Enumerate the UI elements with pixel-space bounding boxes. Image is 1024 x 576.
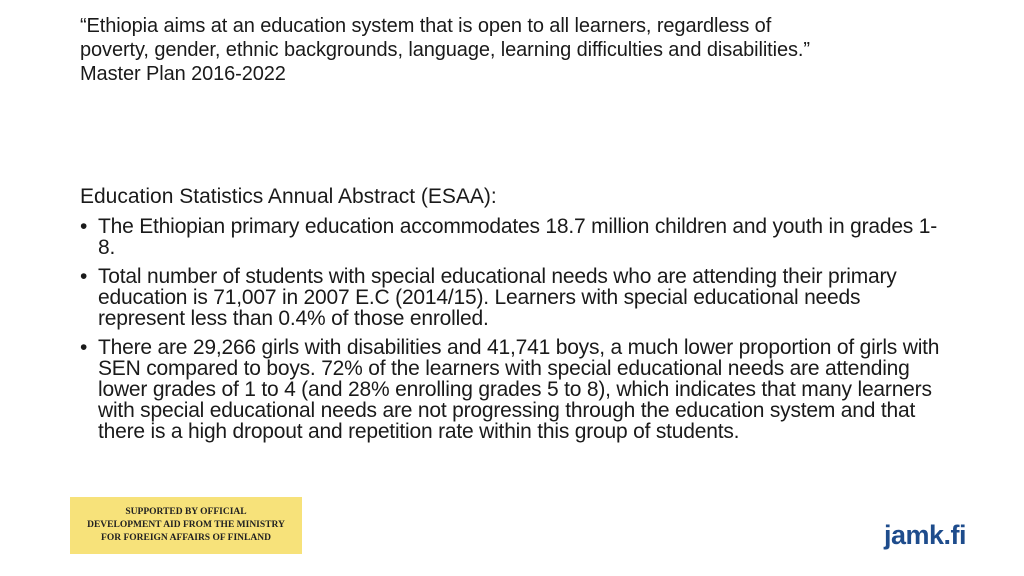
- bullet-item: [80, 266, 950, 329]
- aid-line-3: FOR FOREIGN AFFAIRS OF FINLAND: [101, 533, 271, 543]
- development-aid-badge: [70, 497, 302, 554]
- aid-line-2: DEVELOPMENT AID FROM THE MINISTRY: [87, 520, 285, 530]
- aid-line-1: SUPPORTED BY OFFICIAL: [125, 507, 247, 517]
- bullet-item: [80, 337, 950, 442]
- quote-source: Master Plan 2016-2022: [80, 63, 286, 85]
- bullet-icon: •: [80, 265, 88, 288]
- bullet-item: [80, 216, 950, 258]
- bullet-list: [80, 216, 950, 442]
- section-heading: Education Statistics Annual Abstract (ESAA):: [80, 185, 497, 208]
- bullet-icon: •: [80, 215, 88, 238]
- jamk-logo: jamk.fi: [884, 520, 967, 550]
- bullet-text: There are 29,266 girls with disabilities and 41,741 boys, a much lower proportion of girls with SEN compared to boys. 72% of the learners with special educational needs are attending lower grades of 1 to 4 (and 28% enrolling grades 5 to 8), which indicates that many learners with special educational needs are not progressing through the education system and that there is a high dropout and repetition rate within this group of students.: [98, 336, 940, 443]
- bullet-icon: •: [80, 336, 88, 359]
- quote-line-2: poverty, gender, ethnic backgrounds, language, learning difficulties and disabilities.”: [80, 39, 810, 61]
- bullet-text: The Ethiopian primary education accommodates 18.7 million children and youth in grades 1-8.: [98, 215, 938, 259]
- quote-block: [80, 14, 960, 86]
- bullet-text: Total number of students with special educational needs who are attending their primary education is 71,007 in 2007 E.C (2014/15). Learners with special educational needs represent less than 0.4% of those enrolled.: [98, 265, 897, 330]
- quote-line-1: “Ethiopia aims at an education system that is open to all learners, regardless of: [80, 15, 772, 37]
- statistics-section: [80, 184, 950, 450]
